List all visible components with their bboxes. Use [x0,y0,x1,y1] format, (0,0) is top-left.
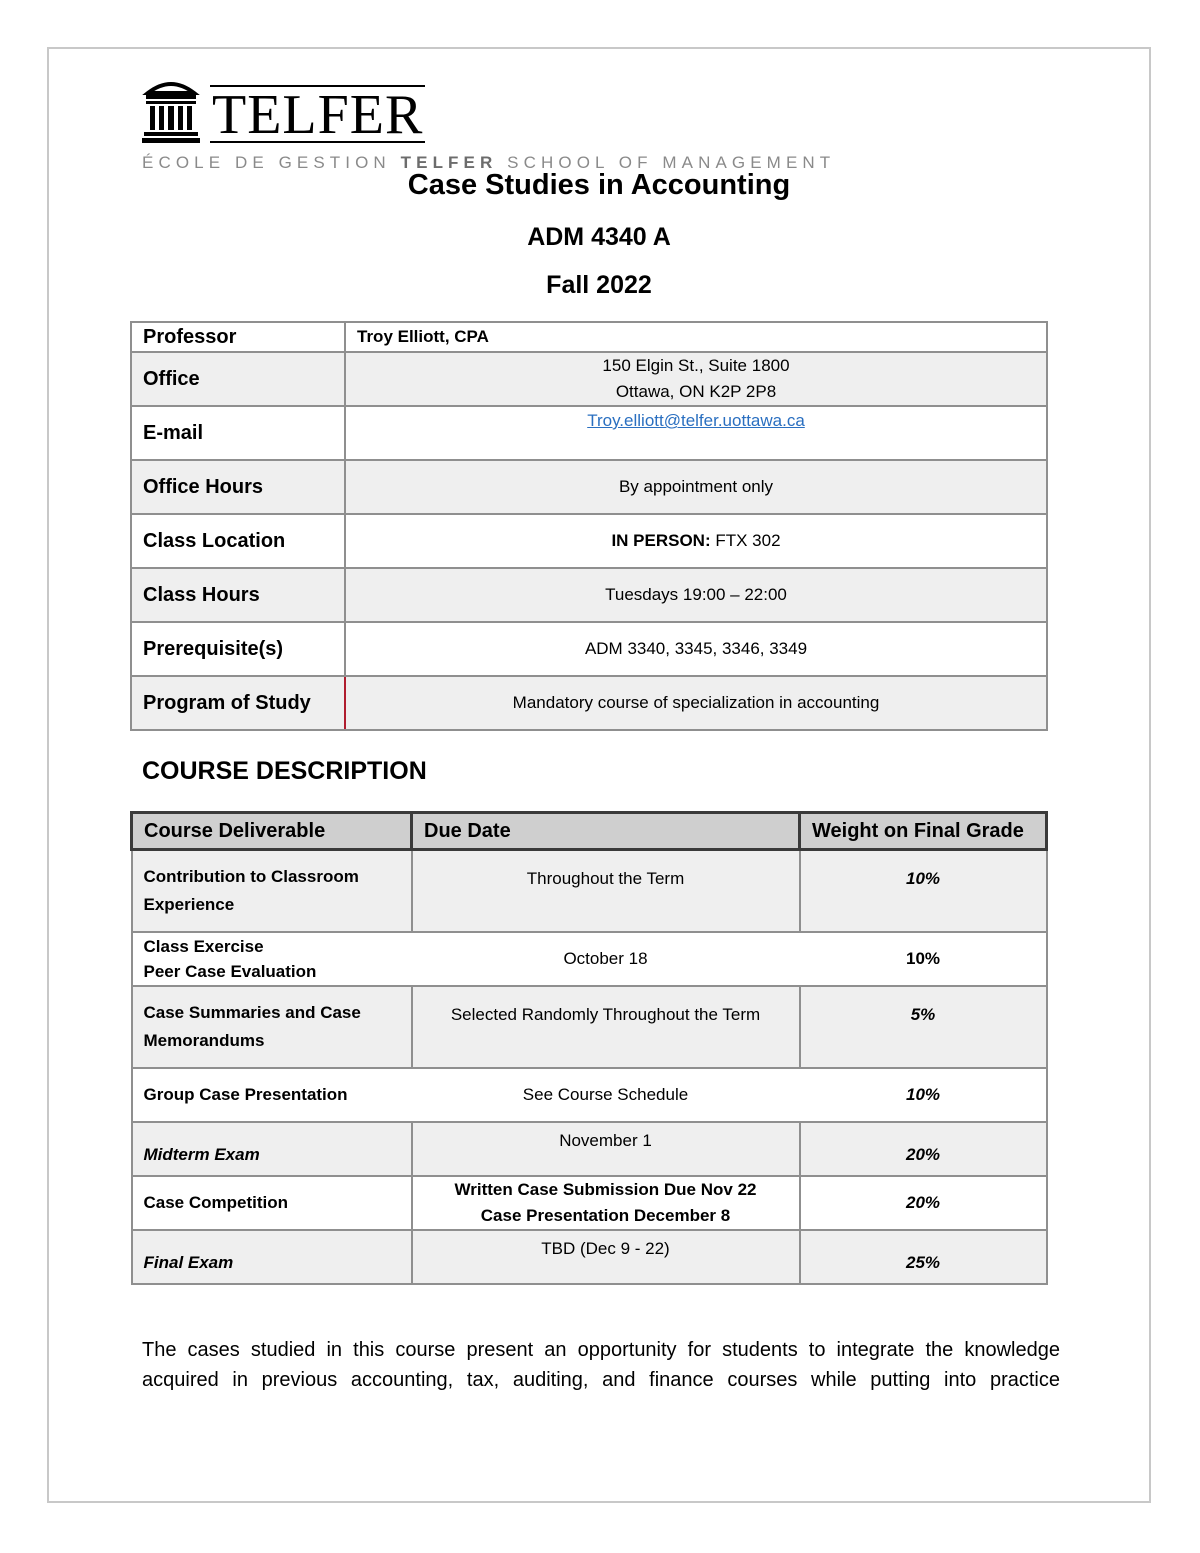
email-link[interactable]: Troy.elliott@telfer.uottawa.ca [587,411,805,430]
weight-cell: 25% [800,1230,1047,1284]
weight-cell: 10% [800,1068,1047,1122]
deliverable-cell: Contribution to Classroom Experience [132,850,412,932]
due-date-cell: Throughout the Term [412,850,800,932]
table-row [131,406,1047,460]
email-cell [345,406,1047,460]
due-date-cell: Written Case Submission Due Nov 22 Case Presentation December 8 [412,1176,800,1230]
table-row [131,568,1047,622]
course-code: ADM 4340 A [527,223,671,251]
deliverable-cell: Case Competition [132,1176,412,1230]
section-heading: COURSE DESCRIPTION [142,757,427,785]
due-date-cell: November 1 [412,1122,800,1176]
course-info-table [130,321,1048,731]
table-row [132,1176,1047,1230]
deliverable-cell: Midterm Exam [132,1122,412,1176]
prerequisites-label: Prerequisite(s) [131,622,345,676]
table-row [132,1122,1047,1176]
weight-cell: 10% [800,932,1047,986]
due-date-cell: TBD (Dec 9 - 22) [412,1230,800,1284]
telfer-logo [142,75,835,173]
table-row [132,850,1047,932]
deliverables-table [130,811,1048,1285]
due-date-cell: Selected Randomly Throughout the Term [412,986,800,1068]
course-term: Fall 2022 [546,271,652,299]
deliverable-cell: Group Case Presentation [132,1068,412,1122]
deliverable-cell: Final Exam [132,1230,412,1284]
office-hours-value: By appointment only [345,460,1047,514]
table-row [132,1068,1047,1122]
table-header-row [132,813,1047,850]
table-row [131,514,1047,568]
deliverable-cell: Case Summaries and Case Memorandums [132,986,412,1068]
weight-cell: 5% [800,986,1047,1068]
office-hours-label: Office Hours [131,460,345,514]
table-row [131,622,1047,676]
class-location-label: Class Location [131,514,345,568]
table-row [131,676,1047,730]
professor-label: Professor [131,322,345,352]
document-page [47,47,1151,1503]
table-row [131,322,1047,352]
column-header: Due Date [412,813,800,850]
column-header: Course Deliverable [132,813,412,850]
class-hours-label: Class Hours [131,568,345,622]
weight-cell: 20% [800,1176,1047,1230]
due-date-cell: See Course Schedule [412,1068,800,1122]
class-location-value: IN PERSON: FTX 302 [345,514,1047,568]
professor-value: Troy Elliott, CPA [345,322,1047,352]
course-description-paragraph: The cases studied in this course present an opportunity for students to integrate the knowledge acquired in previous accounting, tax, auditing, and finance courses while putting into practice [142,1339,1060,1391]
program-value: Mandatory course of specialization in accounting [345,676,1047,730]
prerequisites-value: ADM 3340, 3345, 3346, 3349 [345,622,1047,676]
class-hours-value: Tuesdays 19:00 – 22:00 [345,568,1047,622]
table-row [132,932,1047,986]
email-label: E-mail [131,406,345,460]
building-columns-icon [142,75,200,143]
program-label: Program of Study [131,676,345,730]
table-row [132,1230,1047,1284]
office-value: 150 Elgin St., Suite 1800 Ottawa, ON K2P 2P8 [345,352,1047,406]
due-date-cell: October 18 [412,932,800,986]
weight-cell: 10% [800,850,1047,932]
office-label: Office [131,352,345,406]
course-title: Case Studies in Accounting [407,169,791,201]
logo-tagline: ÉCOLE DE GESTION TELFER SCHOOL OF MANAGEMENT [142,153,836,172]
table-row [132,986,1047,1068]
table-row [131,460,1047,514]
logo-wordmark: TELFER [212,84,424,146]
column-header: Weight on Final Grade [800,813,1047,850]
weight-cell: 20% [800,1122,1047,1176]
deliverable-cell: Class Exercise Peer Case Evaluation [132,932,412,986]
table-row [131,352,1047,406]
